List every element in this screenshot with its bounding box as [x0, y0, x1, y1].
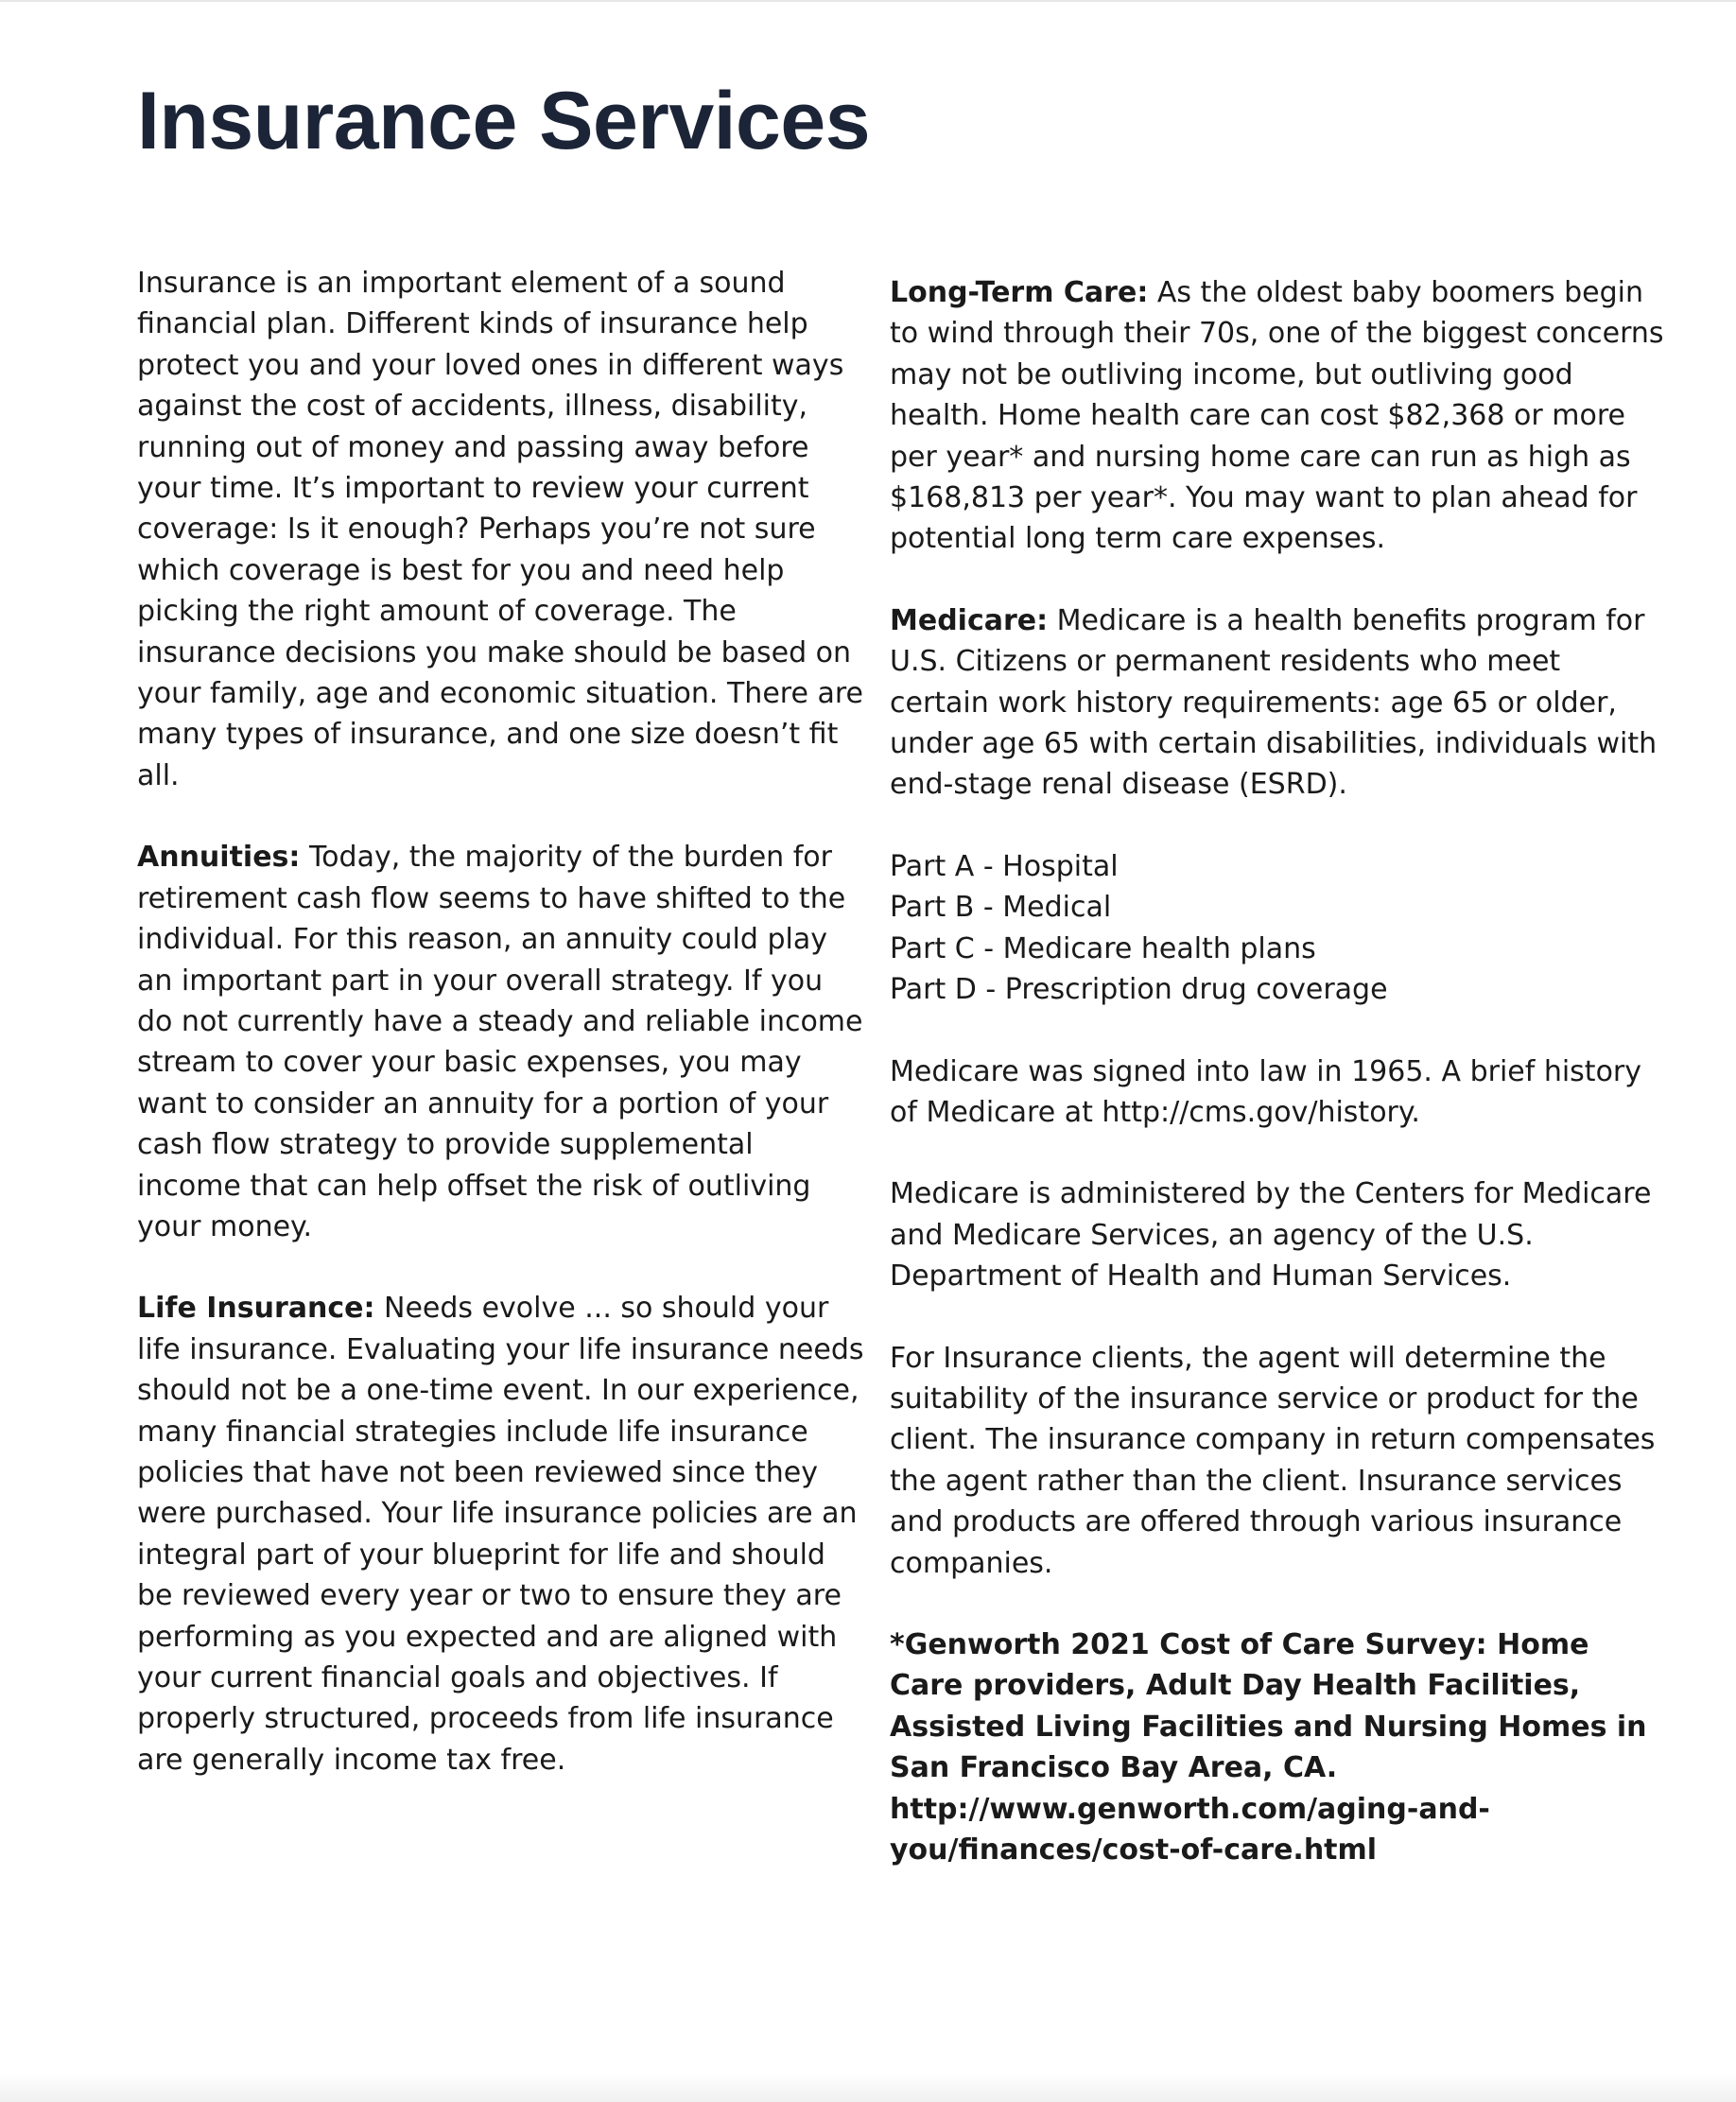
medicare-heading: Medicare:	[890, 603, 1049, 637]
medicare-history-paragraph: Medicare was signed into law in 1965. A brief history of Medicare at http://cms.gov/history.	[890, 1054, 1642, 1129]
genworth-footnote: *Genworth 2021 Cost of Care Survey: Home Care providers, Adult Day Health Facilities, Assisted Living Facilities and Nursing Homes in San Francisco Bay Area, CA. http://www.genworth.com/aging-and-you/finances/cost-of-care.html	[890, 1627, 1647, 1867]
medicare-paragraph	[890, 600, 1665, 806]
life-insurance-text: Needs evolve ... so should your life insurance. Evaluating your life insurance needs should not be a one-time event. In our experience, many financial strategies include life insurance policies that have not been reviewed since they were purchased. Your life insurance policies are an integral part of your blueprint for life and should be reviewed every year or two to ensure they are performing as you expected and are aligned with your current financial goals and objectives. If properly structured, proceeds from life insurance are generally income tax free.	[137, 1292, 864, 1777]
left-column	[137, 263, 865, 1781]
life-insurance-paragraph	[137, 1288, 865, 1781]
annuities-paragraph	[137, 837, 865, 1247]
list-item: Part D - Prescription drug coverage	[890, 973, 1388, 1007]
life-insurance-heading: Life Insurance:	[137, 1292, 375, 1326]
long-term-care-paragraph	[890, 272, 1665, 560]
list-item: Part B - Medical	[890, 891, 1112, 925]
intro-paragraph: Insurance is an important element of a sound financial plan. Different kinds of insurance help protect you and your loved ones in different ways against the cost of accidents, illness, disability, running out of money and passing away before your time. It’s important to review your current coverage: Is it enough? Perhaps you’re not sure which coverage is best for you and need help picking the right amount of coverage. The insurance decisions you make should be based on your family, age and economic situation. There are many types of insurance, and one size doesn’t fit all.	[137, 267, 863, 792]
right-column	[890, 272, 1665, 1870]
medicare-text: Medicare is a health benefits program for U.S. Citizens or permanent residents who meet certain work history requirements: age 65 or older, under age 65 with certain disabilities, individuals with end-stage renal disease (ESRD).	[890, 603, 1658, 802]
annuities-heading: Annuities:	[137, 841, 301, 875]
medicare-parts-list	[890, 846, 1665, 1011]
top-divider	[0, 0, 1736, 2]
medicare-administration-paragraph: Medicare is administered by the Centers for Medicare and Medicare Services, an agency of the U.S. Department of Health and Human Services.	[890, 1177, 1652, 1294]
list-item: Part A - Hospital	[890, 849, 1119, 883]
list-item: Part C - Medicare health plans	[890, 931, 1316, 965]
annuities-text: Today, the majority of the burden for retirement cash flow seems to have shifted to the individual. For this reason, an annuity could play an important part in your overall strategy. If you do not currently have a steady and reliable income stream to cover your basic expenses, you may want to consider an annuity for a portion of your cash flow strategy to provide supplemental income that can help offset the risk of outliving your money.	[137, 841, 863, 1243]
agent-disclosure-paragraph: For Insurance clients, the agent will determine the suitability of the insurance service or product for the client. The insurance company in return compensates the agent rather than the client. Insurance services and products are offered through various insurance companies.	[890, 1341, 1656, 1580]
page-title: Insurance Services	[137, 76, 871, 166]
bottom-edge	[0, 2074, 1736, 2102]
long-term-care-text: As the oldest baby boomers begin to wind through their 70s, one of the biggest concerns may not be outliving income, but outliving good health. Home health care can cost $82,368 or more per year* and nursing home care can run as high as $168,813 per year*. You may want to plan ahead for potential long term care expenses.	[890, 276, 1664, 556]
long-term-care-heading: Long-Term Care:	[890, 276, 1149, 309]
